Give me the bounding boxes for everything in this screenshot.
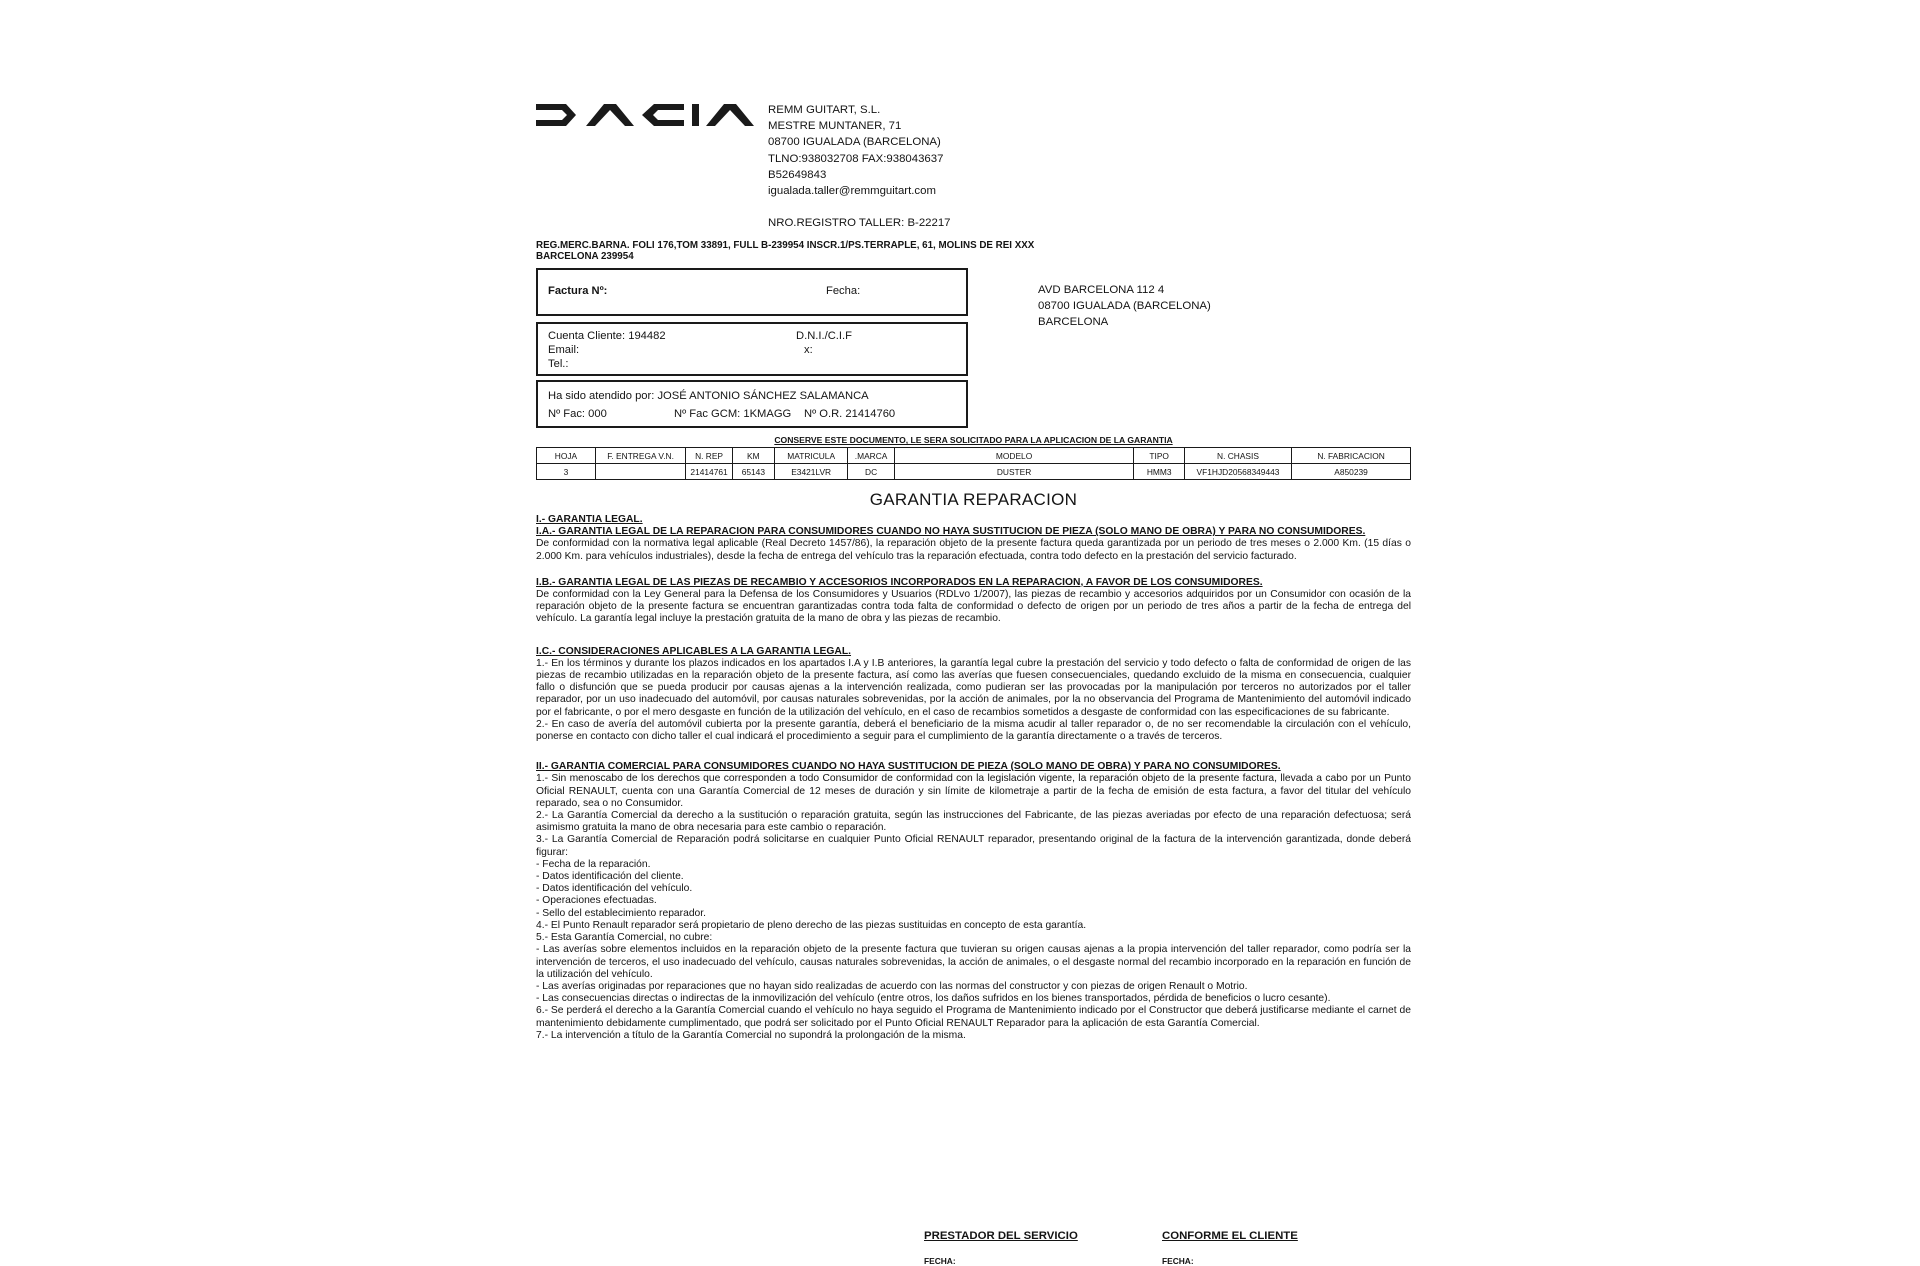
table-header-cell: .MARCA xyxy=(848,448,894,464)
invoice-number-box xyxy=(536,268,968,316)
attendant-box xyxy=(536,380,968,428)
list-item: - Sello del establecimiento reparador. xyxy=(536,907,706,919)
section-text: 6.- Se perderá el derecho a la Garantía Comercial cuando el vehículo no haya seguido el Programa de Mantenimiento indicado por el Constructor que deberá justificarse mediante el carnet de mantenimiento debidamente cumplimentado, que podrá ser solicitado por el Punto Oficial RENAULT Reparador para la aplicación de esta Garantía Comercial. xyxy=(536,1005,1411,1029)
repair-order-number: Nº O.R. 21414760 xyxy=(804,408,896,420)
invoice-date-label: Fecha: xyxy=(826,285,861,297)
customer-fax: x: xyxy=(804,344,813,356)
section-heading: I.C.- CONSIDERACIONES APLICABLES A LA GARANTIA LEGAL. xyxy=(536,645,852,657)
provider-date-label: FECHA: xyxy=(924,1256,956,1266)
section-text: 1.- En los términos y durante los plazos indicados en los apartados I.A y I.B anteriores, la garantía legal cubre la prestación del servicio y todo defecto o falta de conformidad de origen de las piezas de recambio utilizadas en la reparación objeto de la presente factura, así como las averías que fuesen consecuenciales, quedando excluido de la misma en consecuencia, cualquier fallo o disfunción que se pueda producir por causas ajenas a la intervención realizada, como pudieran ser las provocadas por la manipulación por terceros no autorizados por el taller reparador, por un uso inadecuado del automóvil, por causas naturales sobrevenidas, por la acción de animales, por la no observancia del Programa de Mantenimiento del automóvil indicado por el fabricante, o por el mero desgaste en función de la utilización del vehículo, en el caso de recambios sometidos a desgaste de conformidad con las especificaciones de su fabricante. xyxy=(536,657,1411,718)
list-item: - Operaciones efectuadas. xyxy=(536,895,657,907)
company-info xyxy=(768,102,943,199)
workshop-registry: NRO.REGISTRO TALLER: B-22217 xyxy=(768,217,951,229)
address-line: BARCELONA xyxy=(1038,316,1109,328)
invoice-page xyxy=(536,90,1411,1266)
list-item: - Datos identificación del vehículo. xyxy=(536,883,693,895)
section-commercial-warranty xyxy=(536,761,1411,1042)
invoice-fac-number: Nº Fac: 000 xyxy=(548,408,607,420)
table-cell: HMM3 xyxy=(1134,464,1184,480)
section-text: De conformidad con la normativa legal aplicable (Real Decreto 1457/86), la reparación objeto de la presente factura queda garantizada por un periodo de tres meses o 2.000 Km. (15 días o 2.000 Km. para vehículos industriales), desde la fecha de entrega del vehículo tras la reparación efectuada, contra todo defecto en la prestación del servicio facturado. xyxy=(536,538,1411,562)
dacia-logo xyxy=(536,101,756,129)
section-text: 2.- En caso de avería del automóvil cubierta por la presente garantía, deberá el beneficiario de la misma acudir al taller reparador o, de no ser recomendable la circulación con el vehículo, ponerse en contacto con dicho taller el cual indicará el procedimiento a seguir para el cumplimiento de la garantía directamente o a través de terceros. xyxy=(536,718,1411,743)
section-subheading: I.A.- GARANTIA LEGAL DE LA REPARACION PARA CONSUMIDORES CUANDO NO HAYA SUSTITUCION DE PIEZA (SOLO MANO DE OBRA) Y PARA NO CONSUMIDORES. xyxy=(536,526,1366,538)
section-legal-warranty xyxy=(536,514,1411,563)
section-considerations xyxy=(536,646,1411,744)
warranty-body xyxy=(536,514,1411,1042)
table-cell: A850239 xyxy=(1292,464,1411,480)
section-text: 7.- La intervención a título de la Garantía Comercial no supondrá la prolongación de la misma. xyxy=(536,1029,966,1041)
company-line: REMM GUITART, S.L. xyxy=(768,104,881,116)
table-header-cell: F. ENTREGA V.N. xyxy=(595,448,685,464)
table-cell: DC xyxy=(848,464,894,480)
company-line: igualada.taller@remmguitart.com xyxy=(768,185,936,198)
list-item: - Las consecuencias directas o indirectas de la inmovilización del vehículo (entre otros, los daños sufridos en los bienes transportados, pérdida de beneficios o lucro cesante). xyxy=(536,993,1331,1005)
section-heading: I.B.- GARANTIA LEGAL DE LAS PIEZAS DE RECAMBIO Y ACCESORIOS INCORPORADOS EN LA REPARACION, A FAVOR DE LOS CONSUMIDORES. xyxy=(536,576,1263,588)
table-cell: DUSTER xyxy=(894,464,1134,480)
section-text: 2.- La Garantía Comercial da derecho a la sustitución o reparación gratuita, según las instrucciones del Fabricante, de las piezas averiadas por efecto de una reparación defectuosa; será asimismo gratuita la mano de obra necesaria para este cambio o reparación. xyxy=(536,810,1411,834)
list-item: - Fecha de la reparación. xyxy=(536,858,651,870)
list-item: - Las averías originadas por reparaciones que no hayan sido realizadas de acuerdo con las normas del constructor y con piezas de origen Renault o Motrio. xyxy=(536,980,1248,992)
customer-email: Email: xyxy=(548,344,580,356)
company-line: MESTRE MUNTANER, 71 xyxy=(768,120,902,133)
customer-tel: Tel.: xyxy=(548,358,569,370)
table-cell: VF1HJD20568349443 xyxy=(1184,464,1291,480)
mercantile-registry: REG.MERC.BARNA. FOLI 176,TOM 33891, FULL B-239954 INSCR.1/PS.TERRAPLE, 61, MOLINS DE REI XXX BARCELONA 239954 xyxy=(536,240,1035,262)
section-text: 4.- El Punto Renault reparador será propietario de pleno derecho de las piezas sustituidas en concepto de esta garantía. xyxy=(536,919,1087,931)
section-heading: I.- GARANTIA LEGAL. xyxy=(536,514,643,525)
attended-by: Ha sido atendido por: JOSÉ ANTONIO SÁNCHEZ SALAMANCA xyxy=(548,390,869,402)
company-line: B52649843 xyxy=(768,168,827,181)
section-text: De conformidad con la Ley General para la Defensa de los Consumidores y Usuarios (RDLvo 1/2007), las piezas de recambio y accesorios adquiridos por un Consumidor con ocasión de la reparación objeto de la presente factura se encuentran garantizadas contra toda falta de conformidad o defecto de origen por un periodo de tres años a partir de la fecha de entrega del vehículo. La garantía legal incluye la prestación gratuita de la mano de obra y las piezas de recambio. xyxy=(536,589,1411,625)
table-header-cell: N. CHASIS xyxy=(1184,448,1291,464)
customer-dni: D.N.I./C.I.F xyxy=(796,330,852,342)
document-title: GARANTIA REPARACION xyxy=(869,490,1078,509)
table-header-cell: HOJA xyxy=(537,448,596,464)
table-header-cell: N. FABRICACION xyxy=(1292,448,1411,464)
keep-document-notice: CONSERVE ESTE DOCUMENTO, LE SERA SOLICITADO PARA LA APLICACION DE LA GARANTIA xyxy=(774,435,1173,445)
section-heading: II.- GARANTIA COMERCIAL PARA CONSUMIDORES CUANDO NO HAYA SUSTITUCION DE PIEZA (SOLO MANO DE OBRA) Y PARA NO CONSUMIDORES. xyxy=(536,761,1281,773)
customer-address xyxy=(1038,282,1211,330)
table-cell: 3 xyxy=(537,464,596,480)
table-header-cell: N. REP xyxy=(686,448,733,464)
section-parts-warranty xyxy=(536,577,1411,626)
customer-date-label: FECHA: xyxy=(1162,1256,1194,1266)
vehicle-table-header xyxy=(537,448,1411,464)
address-line: 08700 IGUALADA (BARCELONA) xyxy=(1038,300,1211,312)
table-header-cell: TIPO xyxy=(1134,448,1184,464)
service-provider-signature: PRESTADOR DEL SERVICIO xyxy=(924,1230,1078,1242)
table-cell xyxy=(595,464,685,480)
address-line: AVD BARCELONA 112 4 xyxy=(1038,284,1165,296)
customer-box xyxy=(536,322,968,376)
list-item: - Datos identificación del cliente. xyxy=(536,871,684,883)
company-line: TLNO:938032708 FAX:938043637 xyxy=(768,152,944,165)
table-header-cell: MATRICULA xyxy=(774,448,848,464)
section-text: 1.- Sin menoscabo de los derechos que corresponden a todo Consumidor de conformidad con la legislación vigente, la reparación objeto de la presente factura, llevada a cabo por un Punto Oficial RENAULT, cuenta con una Garantía Comercial de 12 meses de duración y sin límite de kilometraje a partir de la fecha de emisión de esta factura, a favor del titular del vehículo reparado, sea o no Consumidor. xyxy=(536,773,1411,809)
table-cell: 21414761 xyxy=(686,464,733,480)
table-header-cell: KM xyxy=(732,448,774,464)
section-text: 3.- La Garantía Comercial de Reparación podrá solicitarse en cualquier Punto Oficial RENAULT reparador, presentando original de la factura de la intervención garantizada, donde deberá figurar: xyxy=(536,834,1411,858)
company-line: 08700 IGUALADA (BARCELONA) xyxy=(768,136,941,149)
section-text: 5.- Esta Garantía Comercial, no cubre: xyxy=(536,932,713,944)
list-item: - Las averías sobre elementos incluidos en la reparación objeto de la presente factura que tuvieran su origen causas ajenas a la propia intervención del taller reparador, como podría ser la intervención de terceros, el uso inadecuado del vehículo, causas naturales sobrevenidas, la acción de animales, o el desgaste normal del recambio incorporado en la reparación en función de la utilización del vehículo. xyxy=(536,944,1411,980)
table-cell: 65143 xyxy=(732,464,774,480)
table-header-cell: MODELO xyxy=(894,448,1134,464)
invoice-gcm-number: Nº Fac GCM: 1KMAGG xyxy=(674,408,792,420)
table-row xyxy=(537,464,1411,480)
vehicle-table xyxy=(536,447,1411,480)
customer-account: Cuenta Cliente: 194482 xyxy=(548,330,666,342)
invoice-number-label: Factura Nº: xyxy=(548,285,608,297)
customer-signature: CONFORME EL CLIENTE xyxy=(1162,1230,1298,1242)
table-cell: E3421LVR xyxy=(774,464,848,480)
